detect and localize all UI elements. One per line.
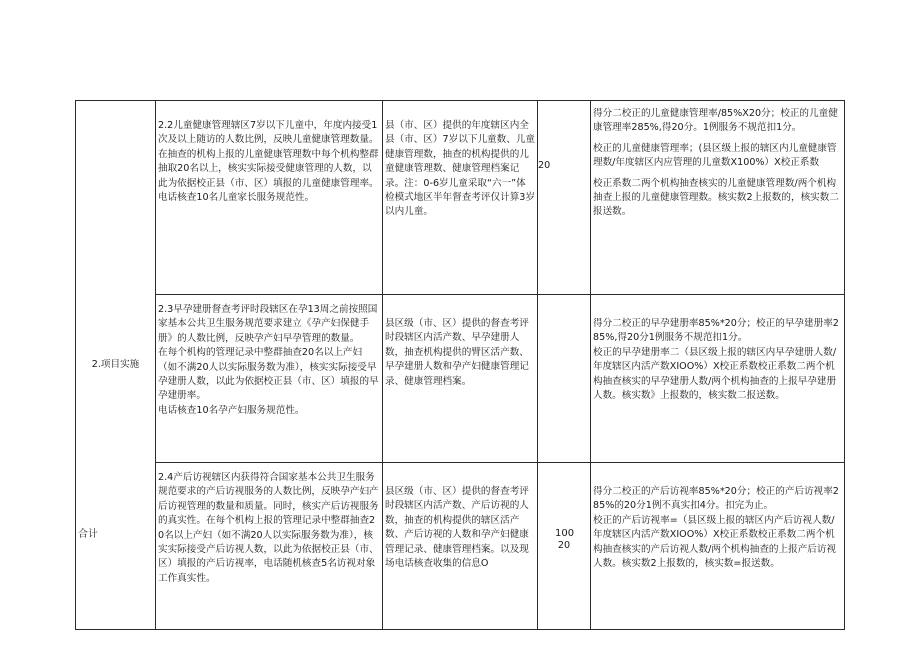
method-text: 得分二校正的产后访视率85%*20分；校正的产后访视率285%的20分1例不真实扣4分。扣完为止。 校正的产后访视率=（县区级上报的辖区内产后访视人数/年度辖区内活产数XIOO%）X校正系数校正系数二两个机构抽查核实的产后访视人数/两个机构抽查的上报产后访视人数。核实数2上报数的，核实数=报送数。 bbox=[593, 486, 839, 570]
table-row bbox=[76, 463, 845, 630]
item-text: 2.3早孕建册督查考评时段辖区在孕13周之前按照国家基本公共卫生服务规范要求建立《孕产妇保健手册》的人数比例，反映孕产妇早孕管理的数量。 在每个机构的管理记录中整群抽查20名以上产妇（如不满20人以实际服务数为准），核实实际接受早孕建册人数，以此为依据校正县（市、区）填报的早孕建册率。 电话核查10名孕产妇服务规范性。 bbox=[158, 304, 379, 416]
method-text: 校正的儿童健康管理率；(县区级上报的辖区内儿童健康管理数/年度辖区内应管理的儿童数X100%）X校正系数 bbox=[593, 142, 837, 169]
source-cell bbox=[383, 101, 538, 295]
method-text: 得分二校正的儿童健康管理率/85%X20分；校正的儿童健康管理率285%,得20分。1例服务不规范扣1分。 bbox=[593, 108, 838, 134]
method-cell bbox=[591, 101, 845, 295]
category-label: 2.项目实施 bbox=[91, 358, 140, 370]
source-text: 县（市、区）提供的年度辖区内全县（市、区）7岁以下儿童数、儿童健康管理数，抽查的机构提供的儿童健康管理数、健康管理档案记录。注：0-6岁儿童采取“六一”体检模式地区半年督查考评仅计算3岁以内儿童。 bbox=[385, 120, 536, 218]
source-cell bbox=[383, 295, 538, 463]
source-cell bbox=[383, 463, 538, 630]
total-value: 100 bbox=[555, 528, 575, 539]
table-row bbox=[76, 295, 845, 463]
score-value: 20 bbox=[557, 539, 571, 551]
score-value: 20 bbox=[538, 160, 551, 171]
source-text: 县区级（市、区）提供的督查考评时段辖区内活产数、产后访视的人数，抽查的机构提供的辖区活产数、产后访视的人数和孕产妇健康管理记录、健康管理档案。以及现场电话核查收集的信息O bbox=[385, 486, 529, 570]
assessment-table bbox=[75, 100, 845, 630]
method-cell bbox=[591, 295, 845, 463]
score-cell bbox=[538, 295, 591, 463]
score-cell bbox=[538, 463, 591, 630]
category-cell bbox=[76, 101, 156, 630]
total-label: 合计 bbox=[78, 529, 98, 540]
method-text: 校正系数二两个机构抽查核实的儿童健康管理数/两个机构抽查上报的儿童健康管理数。核实数2上报数的，核实数二报送数。 bbox=[593, 177, 839, 218]
item-cell bbox=[156, 295, 383, 463]
item-cell bbox=[156, 463, 383, 630]
method-cell bbox=[591, 463, 845, 630]
method-text: 得分二校正的早孕建册率85%*20分；校正的早孕建册率285%,得20分1例服务不规范扣1分。 校正的早孕建册率二（县区级上报的辖区内早孕建册人数/年度辖区内活产数XIOO%）X校正系数校正系数二两个机构抽查核实的早孕建册人数/两个机构抽查的上报早孕建册人数。核实数》上报数的，核实数二报送数。 bbox=[593, 318, 839, 402]
score-cell bbox=[538, 101, 591, 295]
item-text: 2.4产后访视辖区内获得符合国家基本公共卫生服务规范要求的产后访视服务的人数比例，反映孕产妇产后访视管理的数量和质量。同时，核实产后访视服务的真实性。在每个机构上报的管理记录中整群抽查20名以上产妇（如不满20人以实际服务数为准），核实实际接受产后访视人数，以此为依据校正县（市、区）填报的产后访视率，电话随机核查5名访视对象工作真实性。 bbox=[158, 472, 379, 584]
item-cell bbox=[156, 101, 383, 295]
item-text: 2.2儿童健康管理辖区7岁以下儿童中，年度内接受1次及以上随访的人数比例，反映儿童健康管理数量。在抽查的机构上报的儿童健康管理数中每个机构整群抽取20名以上，核实实际接受健康管理的人数，以此为依据校正县（市、区）填报的儿童健康管理率。电话核查10名儿童家长服务规范性。 bbox=[158, 120, 379, 204]
source-text: 县区级（市、区）提供的督查考评时段辖区内活产数、早孕建册人数，抽查机构提供的臂区活产数、早孕建册人数和孕产妇健康管理记录、健康管理档案。 bbox=[385, 318, 529, 387]
table-row bbox=[76, 101, 845, 295]
